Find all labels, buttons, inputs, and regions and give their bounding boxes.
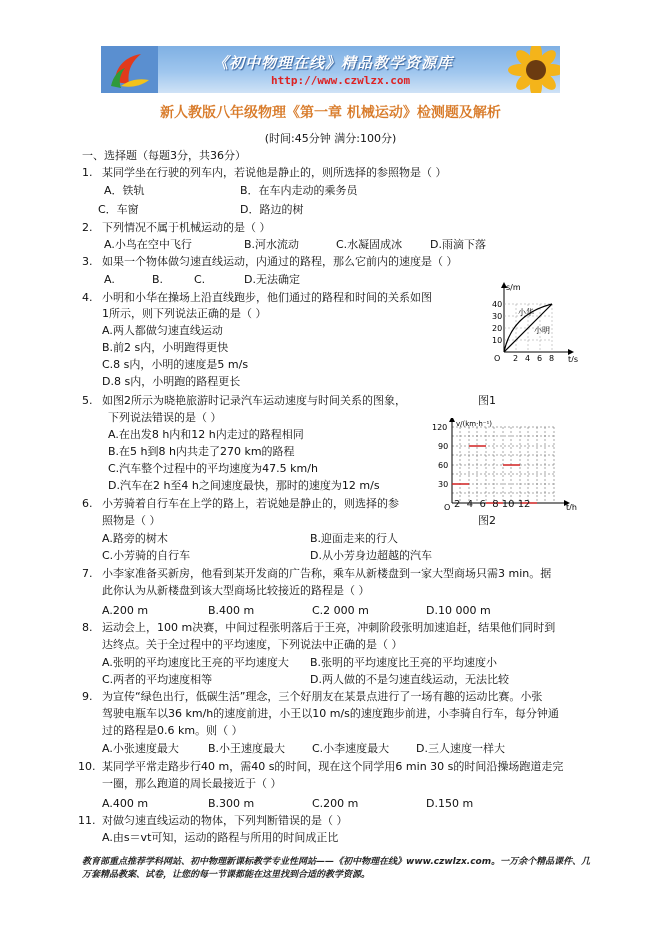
- question-number: 4.: [82, 291, 93, 304]
- question-text: 照物是（ ）: [102, 514, 161, 527]
- question-text: 过的路程是0.6 km。则（ ）: [102, 724, 243, 737]
- option: B.400 m: [208, 604, 255, 617]
- section-heading: 一、选择题（每题3分，共36分）: [82, 149, 246, 162]
- option: B．在车内走动的乘务员: [240, 184, 358, 197]
- option: D.10 000 m: [426, 604, 491, 617]
- question-text: 如图2所示为晓艳旅游时记录汽车运动速度与时间关系的图象，: [102, 394, 406, 407]
- question-number: 2.: [82, 221, 93, 234]
- option: A.在出发8 h内和12 h内走过的路程相同: [108, 428, 304, 441]
- y-tick-label: 60: [438, 461, 449, 470]
- question-text: 一圈，那么跑道的周长最接近于（ ）: [102, 777, 282, 790]
- option: B.张明的平均速度比王亮的平均速度小: [310, 656, 498, 669]
- option: C.水凝固成冰: [336, 238, 403, 251]
- question-text: 小明和小华在操场上沿直线跑步，他们通过的路程和时间的关系如图: [102, 291, 432, 304]
- x-tick-label: 2: [513, 354, 519, 362]
- origin-label: O: [444, 503, 451, 510]
- question-number: 3.: [82, 255, 93, 268]
- question-number: 5.: [82, 394, 93, 407]
- question-number: 6.: [82, 497, 93, 510]
- option: A．铁轨: [104, 184, 145, 197]
- option: B.前2 s内，小明跑得更快: [102, 341, 229, 354]
- x-axis-label: t/h: [566, 503, 577, 510]
- y-tick-label: 30: [438, 480, 449, 489]
- x-tick-label: 8: [549, 354, 555, 362]
- site-logo: [101, 46, 158, 93]
- x-tick-label: 12: [517, 499, 531, 510]
- question-number: 10.: [78, 760, 96, 773]
- option: D.无法确定: [244, 273, 300, 286]
- series-label: 小明: [534, 326, 550, 335]
- question-text: 某同学平常走路步行40 m，需40 s的时间，现在这个同学用6 min 30 s的时间沿操场跑道走完: [102, 760, 564, 773]
- option: C.8 s内，小明的速度是5 m/s: [102, 358, 249, 371]
- question-number: 1.: [82, 166, 93, 179]
- option: A.200 m: [102, 604, 149, 617]
- option: A.400 m: [102, 797, 149, 810]
- option: D.8 s内，小明跑的路程更长: [102, 375, 241, 388]
- speed-series-line: [452, 446, 537, 503]
- option: B.河水流动: [244, 238, 300, 251]
- question-number: 11.: [78, 814, 96, 827]
- question-text: 下列说法错误的是（ ）: [108, 411, 222, 424]
- banner-brand: 《初中物理在线》精品教学资源库: [213, 54, 454, 72]
- exam-info: (时间:45分钟 满分:100分): [264, 132, 397, 145]
- option: D.从小芳身边超越的汽车: [310, 549, 432, 562]
- option: B.迎面走来的行人: [310, 532, 399, 545]
- question-text: 运动会上，100 m决赛，中间过程张明落后于王亮，冲刺阶段张明加速追赶，结果他们同时到: [102, 621, 556, 634]
- y-tick-label: 10: [492, 336, 503, 345]
- sunflower-image: [501, 46, 560, 93]
- option: C.200 m: [312, 797, 359, 810]
- option: A.路旁的树木: [102, 532, 168, 545]
- option: C．车窗: [98, 203, 139, 216]
- option: B.300 m: [208, 797, 255, 810]
- page-footer: 教育部重点推荐学科网站、初中物理新课标教学专业性网站——《初中物理在线》www.czwlzx.com。一万余个精品课件、几万套精品教案、试卷，让您的每一节课都能在这里找到合适的教学资源。: [82, 857, 591, 880]
- origin-label: O: [494, 354, 501, 362]
- option: C.小芳骑的自行车: [102, 549, 191, 562]
- option: C.两者的平均速度相等: [102, 673, 213, 686]
- option: C.汽车整个过程中的平均速度为47.5 km/h: [108, 462, 318, 475]
- question-text: 如果一个物体做匀速直线运动，内通过的路程，那么它前内的速度是（ ）: [102, 255, 458, 268]
- y-tick-label: 90: [438, 442, 449, 451]
- question-number: 7.: [82, 567, 93, 580]
- x-tick-label: 4: [525, 354, 531, 362]
- x-tick-label: 10: [501, 499, 515, 510]
- option: D.三人速度一样大: [416, 742, 505, 755]
- option: C.2 000 m: [312, 604, 369, 617]
- series-label: 小华: [518, 308, 534, 317]
- figure-2-caption: 图2: [478, 514, 496, 527]
- option: B.在5 h到8 h内共走了270 km的路程: [108, 445, 295, 458]
- question-text: 小芳骑着自行车在上学的路上，若说她是静止的，则选择的参: [102, 497, 399, 510]
- figure-2-chart: [430, 418, 580, 510]
- y-tick-label: 20: [492, 324, 503, 333]
- option: D．路边的树: [240, 203, 304, 216]
- x-tick-label: 6: [537, 354, 543, 362]
- option: C.: [194, 273, 206, 286]
- y-axis-label: s/m: [506, 283, 521, 292]
- option: D.两人做的不是匀速直线运动，无法比较: [310, 673, 509, 686]
- figure-1-caption: 图1: [478, 394, 496, 407]
- option: C.小李速度最大: [312, 742, 390, 755]
- x-tick-label: 8: [492, 499, 499, 510]
- option: A.由s＝vt可知，运动的路程与所用的时间成正比: [102, 831, 339, 844]
- question-text: 小李家准备买新房，他看到某开发商的广告称，乘车从新楼盘到一家大型商场只需3 min。据: [102, 567, 552, 580]
- question-text: 达终点。关于全过程中的平均速度，下列说法中正确的是（ ）: [102, 638, 403, 651]
- question-text: 1所示，则下列说法正确的是（ ）: [102, 307, 267, 320]
- question-text: 为宣传“绿色出行，低碳生活”理念，三个好朋友在某景点进行了一场有趣的运动比赛。小张: [102, 690, 543, 703]
- question-text: 某同学坐在行驶的列车内，若说他是静止的，则所选择的参照物是（ ）: [102, 166, 447, 179]
- question-number: 9.: [82, 690, 93, 703]
- y-axis-label: v/(km·h⁻¹): [456, 420, 492, 428]
- y-tick-label: 120: [432, 423, 448, 432]
- y-tick-label: 30: [492, 312, 503, 321]
- y-tick-label: 40: [492, 300, 503, 309]
- option: D.汽车在2 h至4 h之间速度最快，那时的速度为12 m/s: [108, 479, 380, 492]
- question-text: 此你认为从新楼盘到该大型商场比较接近的路程是（ ）: [102, 584, 370, 597]
- x-axis-label: t/s: [568, 355, 578, 362]
- x-tick-label: 6: [479, 499, 486, 510]
- banner-url[interactable]: http://www.czwlzx.com: [271, 74, 411, 87]
- document-title: 新人教版八年级物理《第一章 机械运动》检测题及解析: [160, 105, 501, 121]
- figure-1-chart: [484, 282, 584, 362]
- x-tick-label: 4: [466, 499, 474, 510]
- option: D.150 m: [426, 797, 474, 810]
- option: A.: [104, 273, 115, 286]
- option: D.雨滴下落: [430, 238, 486, 251]
- option: A.两人都做匀速直线运动: [102, 324, 223, 337]
- option: A.小鸟在空中飞行: [104, 238, 192, 251]
- question-text: 驾驶电瓶车以36 km/h的速度前进，小王以10 m/s的速度跑步前进，小李骑自行车，每分钟通: [102, 707, 559, 720]
- question-text: 对做匀速直线运动的物体，下列判断错误的是（ ）: [102, 814, 348, 827]
- x-tick-row: [454, 498, 530, 512]
- x-tick-label: 2: [454, 499, 461, 510]
- option: A.张明的平均速度比王亮的平均速度大: [102, 656, 289, 669]
- question-text: 下列情况不属于机械运动的是（ ）: [102, 221, 271, 234]
- option: B.小王速度最大: [208, 742, 286, 755]
- header-banner: [101, 46, 560, 93]
- option: B.: [152, 273, 164, 286]
- question-number: 8.: [82, 621, 93, 634]
- option: A.小张速度最大: [102, 742, 179, 755]
